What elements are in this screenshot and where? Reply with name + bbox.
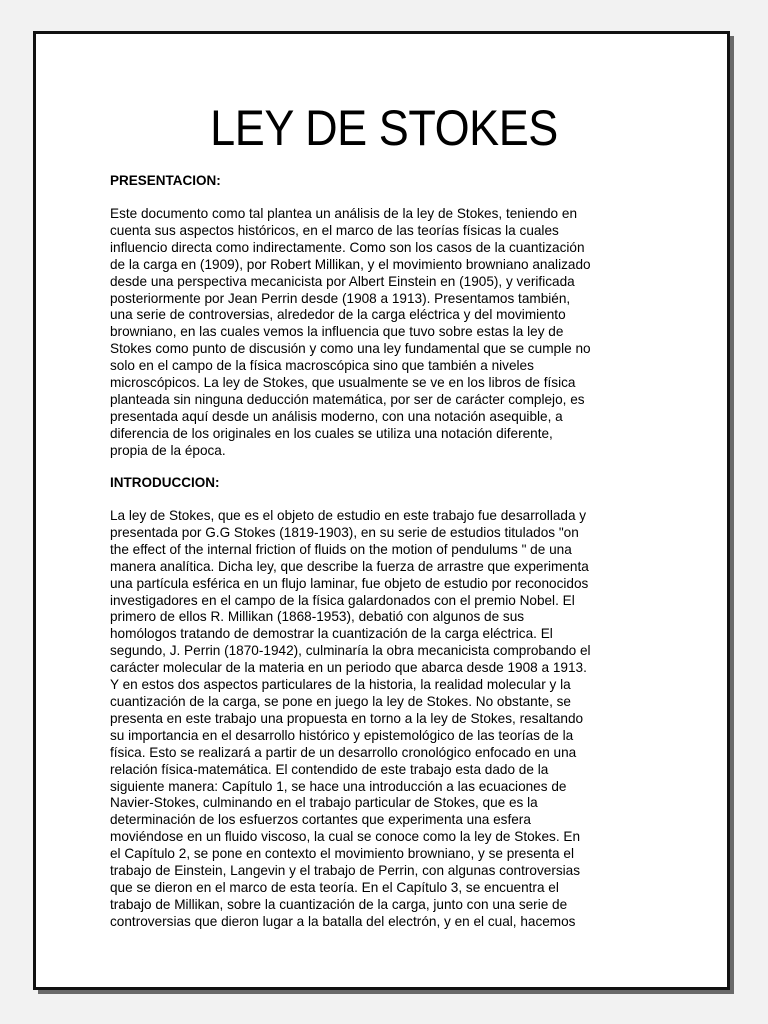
text-line: investigadores en el campo de la física galardonados con el premio Nobel. El	[110, 592, 575, 608]
text-line: influencio directa como indirectamente. Como son los casos de la cuantización	[110, 239, 585, 255]
section-heading-introduccion: INTRODUCCION:	[110, 475, 220, 490]
text-line: física. Esto se realizará a partir de un desarrollo cronológico enfocado en una	[110, 744, 577, 760]
section-heading-presentacion: PRESENTACION:	[110, 173, 221, 188]
text-line: segundo, J. Perrin (1870-1942), culminaría la obra mecanicista comprobando el	[110, 643, 591, 659]
text-line: diferencia de los originales en los cuales se utiliza una notación diferente,	[110, 425, 553, 441]
text-line: de la carga en (1909), por Robert Millikan, y el movimiento browniano analizado	[110, 256, 591, 272]
text-line: browniano, en las cuales vemos la influencia que tuvo sobre estas la ley de	[110, 324, 564, 340]
page-shadow-bottom	[38, 990, 734, 994]
section-body-presentacion	[110, 206, 658, 460]
text-line: trabajo de Millikan, sobre la cuantización de la carga, junto con una serie de	[110, 896, 568, 912]
text-line: su importancia en el desarrollo histórico y epistemológico de las teorías de la	[110, 727, 574, 743]
text-line: homólogos tratando de demostrar la cuantización de la carga eléctrica. El	[110, 626, 553, 642]
text-line: solo en el campo de la física macroscópica sino que también a niveles	[110, 358, 534, 374]
text-line: relación física-matemática. El contendido de este trabajo esta dado de la	[110, 761, 549, 777]
text-line: controversias que dieron lugar a la batalla del electrón, y en el cual, hacemos	[110, 913, 576, 929]
text-line: posteriormente por Jean Perrin desde (1908 a 1913). Presentamos también,	[110, 290, 571, 306]
text-line: planteada sin ninguna deducción matemática, por ser de carácter complejo, es	[110, 391, 585, 407]
text-line: La ley de Stokes, que es el objeto de estudio en este trabajo fue desarrollada y	[110, 508, 587, 523]
text-line: Stokes como punto de discusión y como una ley fundamental que se cumple no	[110, 341, 591, 357]
document-title: LEY DE STOKES	[210, 100, 558, 156]
text-line: desde una perspectiva mecanicista por Albert Einstein en (1905), y verificada	[110, 273, 575, 289]
text-line: el Capítulo 2, se pone en contexto el movimiento browniano, y se presenta el	[110, 846, 574, 862]
page-shadow-right	[730, 36, 734, 994]
text-line: presentada aquí desde un análisis moderno, con una notación asequible, a	[110, 408, 563, 424]
text-line: Este documento como tal plantea un análisis de la ley de Stokes, teniendo en	[110, 206, 578, 221]
text-line: carácter molecular de la materia en un periodo que abarca desde 1908 a 1913.	[110, 660, 587, 676]
text-line: manera analítica. Dicha ley, que describe la fuerza de arrastre que experimenta	[110, 558, 589, 574]
text-line: Y en estos dos aspectos particulares de la historia, la realidad molecular y la	[110, 677, 571, 693]
text-line: cuantización de la carga, se pone en juego la ley de Stokes. No obstante, se	[110, 693, 571, 709]
text-line: cuenta sus aspectos históricos, en el marco de las teorías físicas la cuales	[110, 222, 559, 238]
text-line: primero de ellos R. Millikan (1868-1953), debatió con algunos de sus	[110, 609, 525, 625]
text-line: siguiente manera: Capítulo 1, se hace una introducción a las ecuaciones de	[110, 778, 567, 794]
text-line: una partícula esférica en un flujo laminar, fue objeto de estudio por reconocidos	[110, 575, 589, 591]
text-line: presentada por G.G Stokes (1819-1903), en su serie de estudios titulados "on	[110, 524, 579, 540]
text-line: una serie de controversias, alrededor de la carga eléctrica y del movimiento	[110, 307, 566, 323]
text-line: the effect of the internal friction of fluids on the motion of pendulums " de una	[110, 541, 572, 557]
text-line: trabajo de Einstein, Langevin y el trabajo de Perrin, con algunas controversias	[110, 863, 581, 879]
text-line: propia de la época.	[110, 442, 226, 458]
text-line: que se dieron en el marco de esta teoría. En el Capítulo 3, se encuentra el	[110, 879, 559, 895]
text-line: microscópicos. La ley de Stokes, que usualmente se ve en los libros de física	[110, 375, 576, 391]
text-line: moviéndose en un fluido viscoso, la cual se conoce como la ley de Stokes. En	[110, 829, 581, 845]
text-line: Navier-Stokes, culminando en el trabajo particular de Stokes, que es la	[110, 795, 538, 811]
text-line: presenta en este trabajo una propuesta en torno a la ley de Stokes, resaltando	[110, 710, 584, 726]
text-line: determinación de los esfuerzos cortantes que experimenta una esfera	[110, 812, 531, 828]
section-body-introduccion	[110, 508, 658, 931]
